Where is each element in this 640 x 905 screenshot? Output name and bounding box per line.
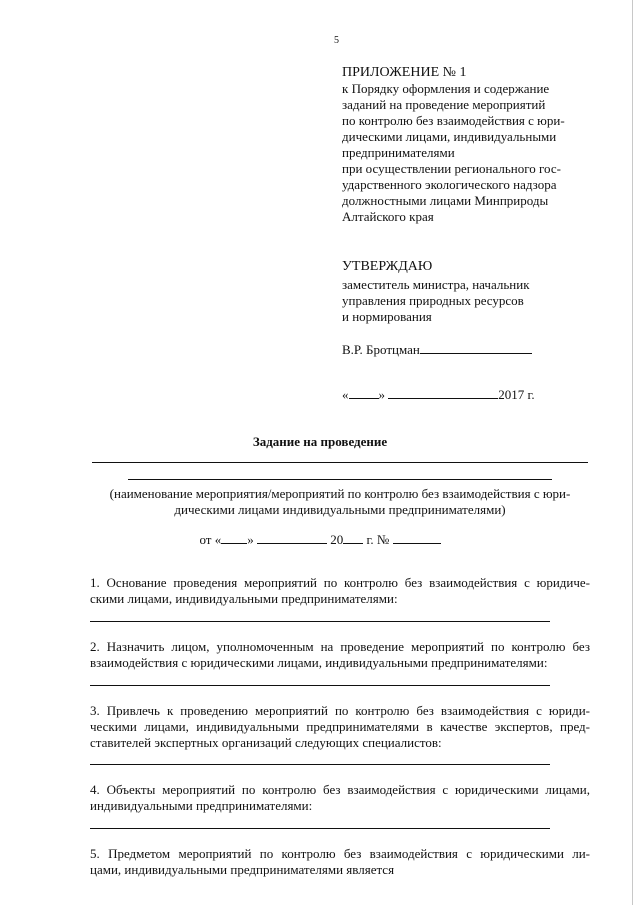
section-line: взаимодействия с юридическими лицами, индивидуальными предпринимателями: (90, 655, 548, 670)
signer-line (342, 340, 532, 358)
section-2 (90, 639, 590, 671)
section-line: 1. Основание проведения мероприятий по контролю без взаимодействия с юридиче- (90, 575, 590, 590)
appendix-line: по контролю без взаимодействия с юри- (342, 113, 565, 128)
appendix-line: ударственного экологического надзора (342, 177, 557, 192)
from-suffix: г. № (366, 532, 390, 547)
section-line: 5. Предметом мероприятий по контролю без взаимодействия с юридическими ли- (90, 846, 590, 861)
approval-title: УТВЕРЖДАЮ (342, 259, 433, 274)
section-line: 3. Привлечь к проведению мероприятий по контролю без взаимодействия с юриди- (90, 703, 590, 718)
appendix-line: дическими лицами, индивидуальными (342, 129, 557, 144)
appendix-title: ПРИЛОЖЕНИЕ № 1 (342, 65, 467, 80)
number-blank (393, 530, 441, 544)
task-date-number (0, 530, 640, 548)
from-close: » (247, 532, 254, 547)
date-year: 2017 г. (498, 387, 535, 402)
page-number: 5 (334, 35, 339, 46)
month-blank (388, 385, 498, 399)
approval-date (342, 385, 535, 403)
task-title: Задание на проведение (252, 434, 388, 449)
date-open-quote: « (342, 387, 349, 402)
date-close-quote: » (378, 387, 385, 402)
section-line: ческими лицами, индивидуальными предпринимателями в качестве экспертов, пред- (90, 719, 590, 734)
day-blank (349, 385, 379, 399)
appendix-line: заданий на проведение мероприятий (342, 97, 546, 112)
appendix-line: Алтайского края (342, 209, 434, 224)
task-name-caption (90, 486, 590, 518)
section-line: 4. Объекты мероприятий по контролю без взаимодействия с юридическими лицами, (90, 782, 590, 797)
caption-line: дическими лицами индивидуальными предпринимателями) (174, 502, 506, 517)
section-4-blank-line (90, 828, 550, 829)
section-line: ставителей экспертных организаций следующих специалистов: (90, 735, 442, 750)
appendix-line: должностными лицами Минприроды (342, 193, 549, 208)
scan-margin-line (632, 0, 633, 905)
section-3-blank-line (90, 764, 550, 765)
from-prefix: от « (199, 532, 222, 547)
section-5 (90, 846, 590, 878)
signer-name: В.Р. Бротцман (342, 342, 420, 357)
section-line: индивидуальными предпринимателями: (90, 798, 313, 813)
from-century: 20 (330, 532, 344, 547)
section-line: скими лицами, индивидуальными предпринимателями: (90, 591, 398, 606)
appendix-block (342, 64, 602, 225)
approval-position-line: управления природных ресурсов (342, 293, 524, 308)
approval-position-line: заместитель министра, начальник (342, 277, 530, 292)
task-name-blank-line (128, 479, 552, 480)
section-3 (90, 703, 590, 751)
caption-line: (наименование мероприятия/мероприятий по контролю без взаимодействия с юри- (109, 486, 571, 501)
approval-position-line: и нормирования (342, 309, 432, 324)
section-1-blank-line (90, 621, 550, 622)
day-blank (221, 530, 247, 544)
month-blank (257, 530, 327, 544)
task-name-blank-line (92, 462, 588, 463)
section-line: 2. Назначить лицом, уполномоченным на проведение мероприятий по контролю без (90, 639, 590, 654)
appendix-line: при осуществлении регионального гос- (342, 161, 561, 176)
approval-block (342, 258, 602, 325)
section-2-blank-line (90, 685, 550, 686)
appendix-line: предпринимателями (342, 145, 455, 160)
section-line: цами, индивидуальными предпринимателями является (90, 862, 395, 877)
section-1 (90, 575, 590, 607)
year-blank (343, 530, 363, 544)
section-4 (90, 782, 590, 814)
signature-blank (420, 340, 532, 354)
appendix-line: к Порядку оформления и содержание (342, 81, 550, 96)
